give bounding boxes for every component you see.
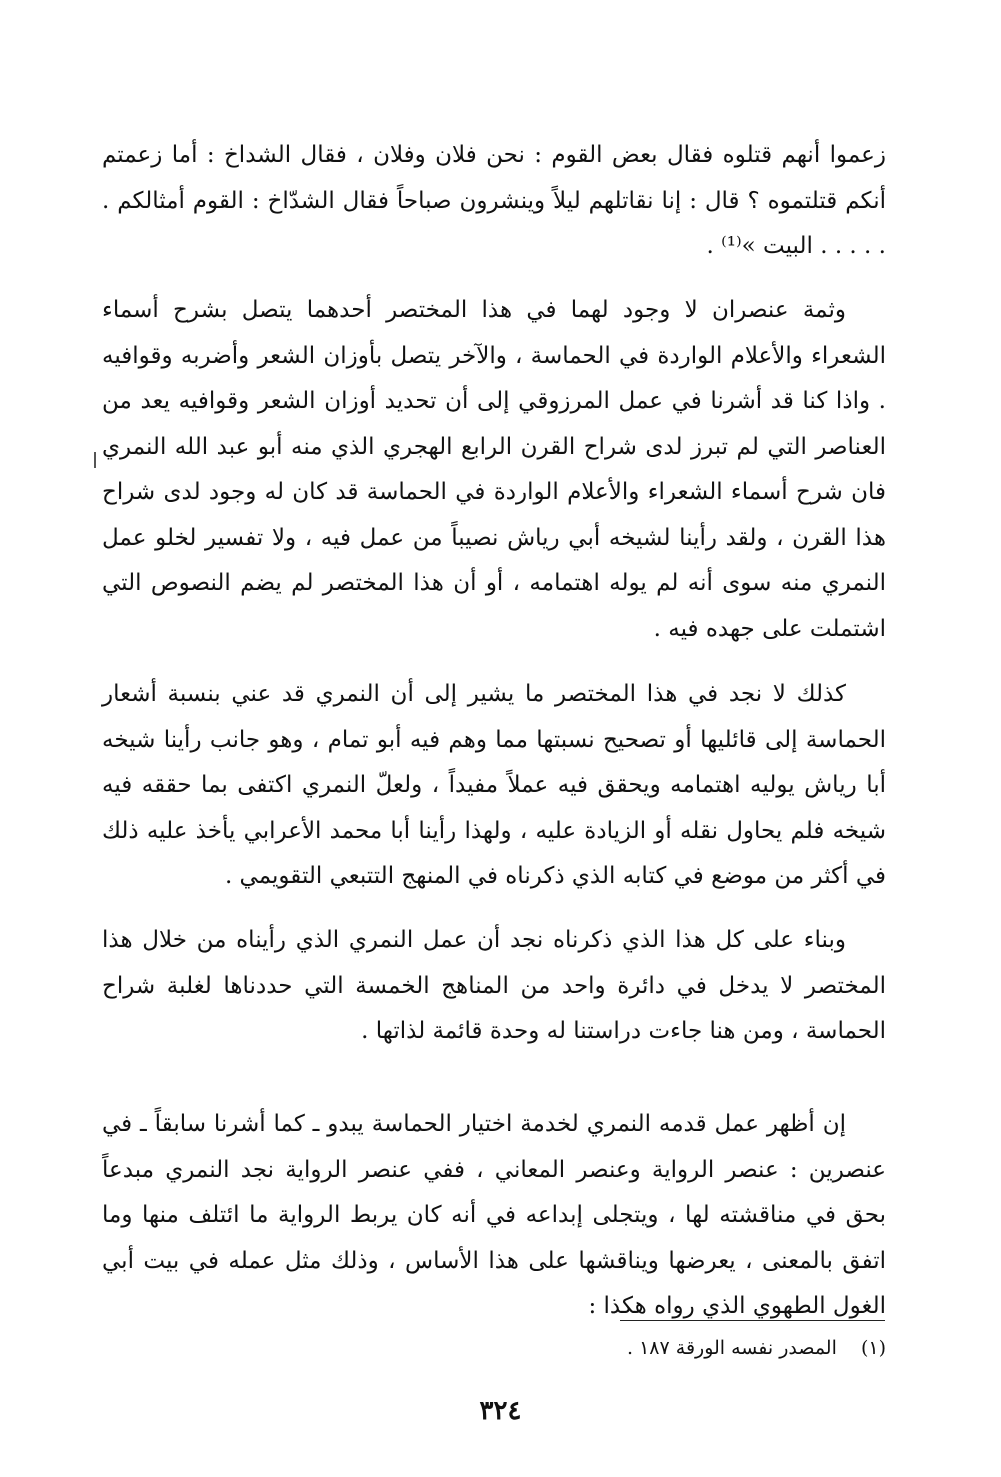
margin-mark: [94, 452, 96, 468]
paragraph-3: كذلك لا نجد في هذا المختصر ما يشير إلى أن النمري قد عني بنسبة أشعار الحماسة إلى قائليها أو تصحيح نسبتها مما وهم فيه أبو تمام ، وهو جانب رأينا شيخه أبا رياش يوليه اهتمامه ويحقق فيه عملاً مفيداً ، ولعلّ النمري اكتفى بما حققه فيه شيخه فلم يحاول نقله أو الزيادة عليه ، ولهذا رأينا أبا محمد الأعرابي يأخذ عليه ذلك في أكثر من موضع في كتابه الذي ذكرناه في المنهج التتبعي التقويمي .: [102, 681, 886, 889]
text-block-missing-elements: [102, 288, 886, 652]
paragraph-1: زعموا أنهم قتلوه فقال بعض القوم : نحن فلان وفلان ، فقال الشداخ : أما زعمتم أنكم قتلتموه ؟ قال : إنا نقاتلهم ليلاً وينشرون صباحاً فقال الشدّاخ : القوم أمثالكم . . . . . . البيت »⁽¹⁾ .: [102, 142, 886, 259]
text-block-conclusion: [102, 918, 886, 1055]
page-number: ٣٢٤: [479, 1396, 522, 1426]
paragraph-4: وبناء على كل هذا الذي ذكرناه نجد أن عمل النمري الذي رأيناه من خلال هذا المختصر لا يدخل في دائرة واحد من المناهج الخمسة التي حددناها لغلبة شراح الحماسة ، ومن هنا جاءت دراستنا له وحدة قائمة لذاتها .: [102, 927, 886, 1044]
paragraph-2: وثمة عنصران لا وجود لهما في هذا المختصر أحدهما يتصل بشرح أسماء الشعراء والأعلام الواردة في الحماسة ، والآخر يتصل بأوزان الشعر وأضربه وقوافيه . واذا كنا قد أشرنا في عمل المرزوقي إلى أن تحديد أوزان الشعر وقوافيه يعد من العناصر التي لم تبرز لدى شراح القرن الرابع الهجري الذي منه أبو عبد الله النمري فان شرح أسماء الشعراء والأعلام الواردة في الحماسة قد كان له وجود لدى شراح هذا القرن ، ولقد رأينا لشيخه أبي رياش نصيباً من عمل فيه ، ولا تفسير لخلو عمل النمري منه سوى أنه لم يوله اهتمامه ، أو أن هذا المختصر لم يضم النصوص التي اشتملت على جهده فيه .: [102, 297, 886, 642]
text-block-continuation: [102, 133, 886, 270]
text-block-narration: [102, 1102, 886, 1330]
text-block-attribution: [102, 672, 886, 900]
footnote: [102, 1333, 886, 1363]
footnote-number: (١): [860, 1337, 886, 1359]
footnote-divider: [620, 1320, 885, 1321]
paragraph-5: إن أظهر عمل قدمه النمري لخدمة اختيار الحماسة يبدو ـ كما أشرنا سابقاً ـ في عنصرين : عنصر الرواية وعنصر المعاني ، ففي عنصر الرواية نجد النمري مبدعاً بحق في مناقشته لها ، ويتجلى إبداعه في أنه كان يربط الرواية ما ائتلف منها وما اتفق بالمعنى ، يعرضها ويناقشها على هذا الأساس ، وذلك مثل عمله في بيت أبي الغول الطهوي الذي رواه هكذا :: [102, 1111, 886, 1319]
footnote-text: المصدر نفسه الورقة ١٨٧ .: [627, 1337, 837, 1359]
